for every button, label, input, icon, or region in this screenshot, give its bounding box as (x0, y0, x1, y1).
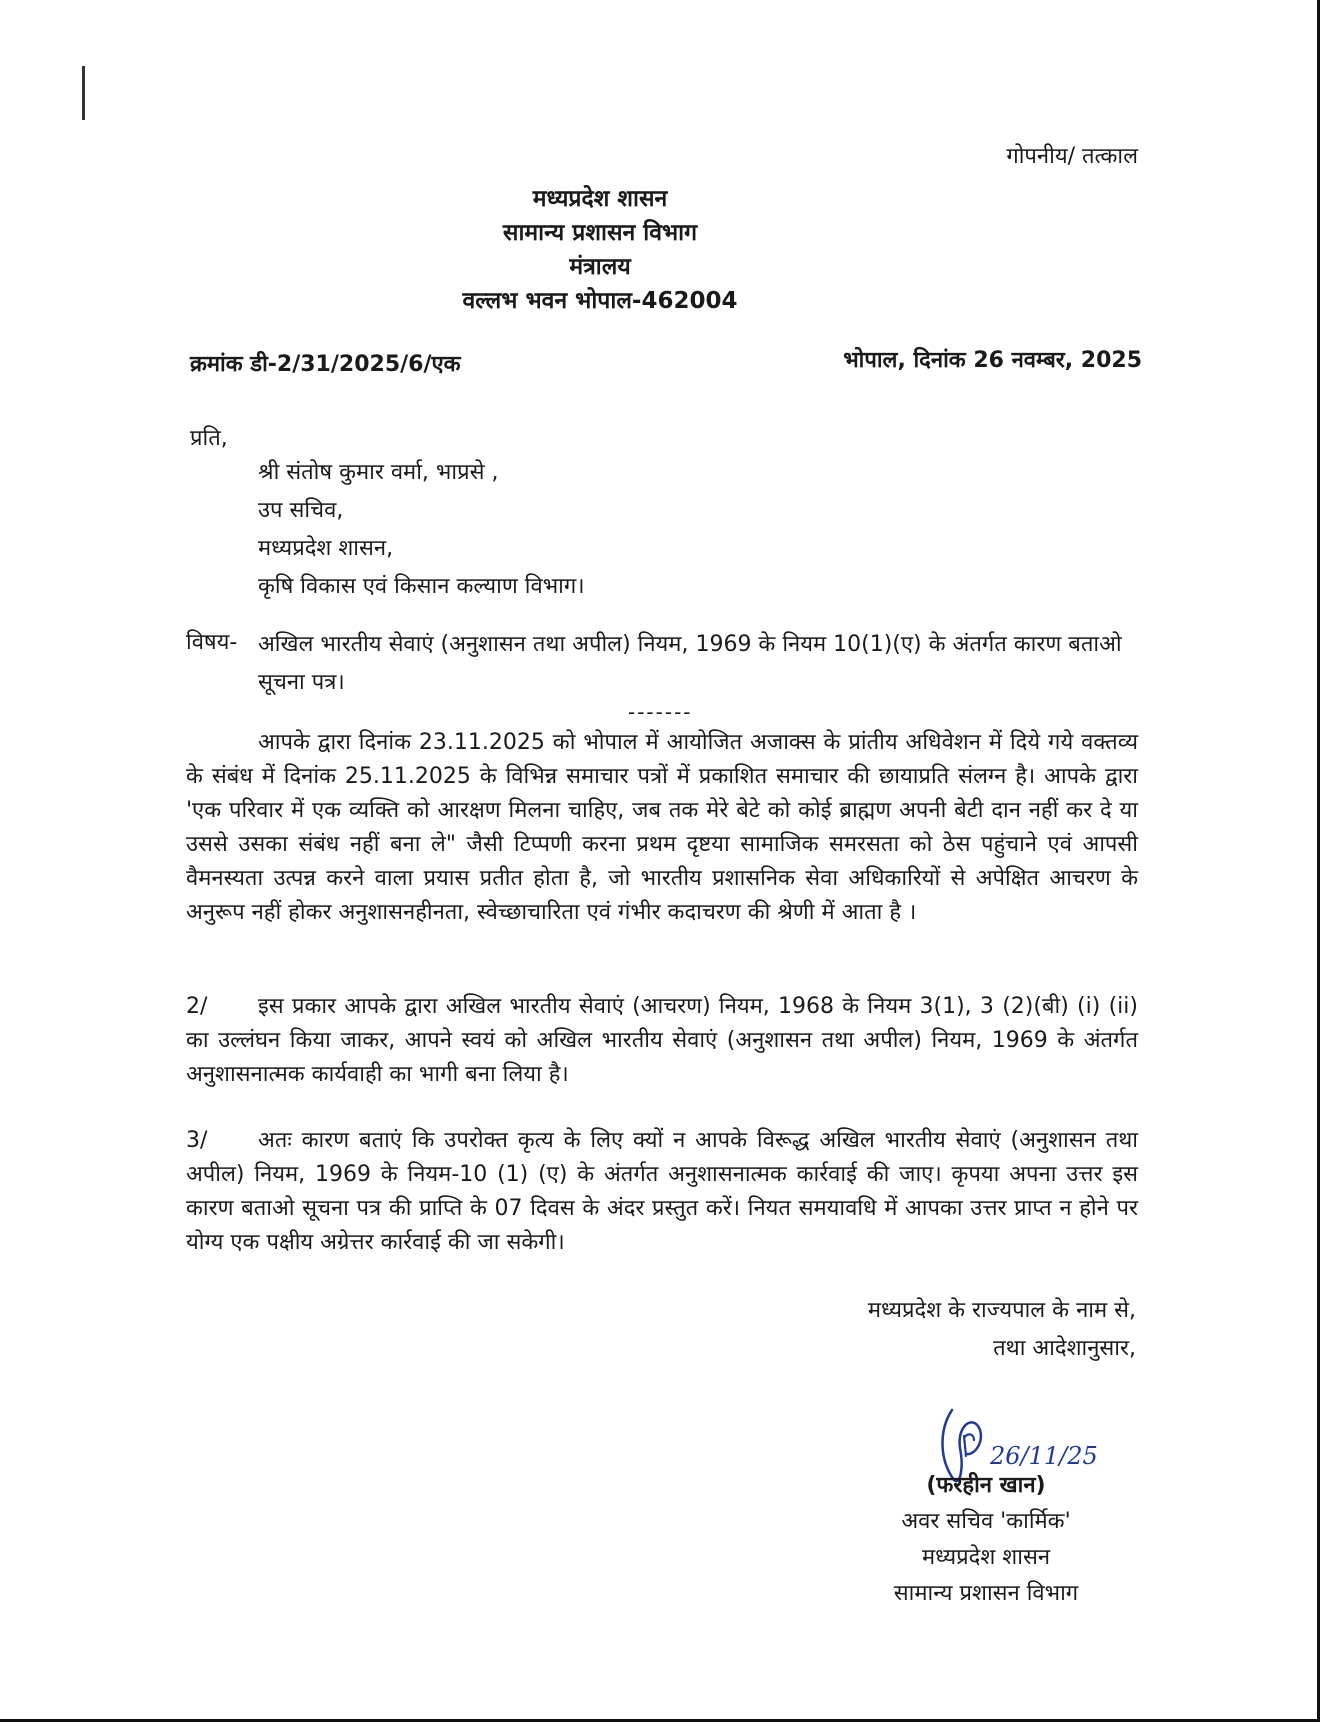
paragraph-2-text: इस प्रकार आपके द्वारा अखिल भारतीय सेवाएं (आचरण) नियम, 1968 के नियम 3(1), 3 (2)(बी) (i) (ii) का उल्लंघन किया जाकर, आपने स्वयं को अखिल भारतीय सेवाएं (अनुशासन तथा अपील) नियम, 1969 के अंतर्गत अनुशासनात्मक कार्यवाही का भागी बना लिया है। (186, 994, 1138, 1087)
paragraph-1: आपके द्वारा दिनांक 23.11.2025 को भोपाल में आयोजित अजाक्स के प्रांतीय अधिवेशन में दिये गये वक्तव्य के संबंध में दिनांक 25.11.2025 के विभिन्न समाचार पत्रों में प्रकाशित समाचार की छायाप्रति संलग्न है। आपके द्वारा 'एक परिवार में एक व्यक्ति को आरक्षण मिलना चाहिए, जब तक मेरे बेटे को कोई ब्राह्मण अपनी बेटी दान नहीं कर दे या उससे उसका संबंध नहीं बना ले" जैसी टिप्पणी करना प्रथम दृष्टया सामाजिक समरसता को ठेस पहुंचाने एवं आपसी वैमनस्यता उत्पन्न करने वाला प्रयास प्रतीत होता है, जो भारतीय प्रशासनिक सेवा अधिकारियों से अपेक्षित आचरण के अनुरूप नहीं होकर अनुशासनहीनता, स्वेच्छाचारिता एवं गंभीर कदाचरण की श्रेणी में आता है । (186, 730, 1138, 925)
to-label: प्रति, (190, 426, 228, 451)
subject-text: अखिल भारतीय सेवाएं (अनुशासन तथा अपील) नियम, 1969 के नियम 10(1)(ए) के अंतर्गत कारण बताओ सूचना पत्र। (258, 632, 1122, 695)
letterhead-department: सामान्य प्रशासन विभाग (502, 220, 698, 246)
paragraph-2 (186, 990, 1138, 1092)
closing-block (868, 1292, 1136, 1368)
addressee-block (258, 454, 585, 606)
signer-government: मध्यप्रदेश शासन (921, 1545, 1051, 1570)
closing-line-2: तथा आदेशानुसार, (993, 1336, 1136, 1361)
closing-line-1: मध्यप्रदेश के राज्यपाल के नाम से, (867, 1298, 1136, 1323)
signer-department: सामान्य प्रशासन विभाग (893, 1581, 1079, 1606)
paragraph-3-text: अतः कारण बताएं कि उपरोक्त कृत्य के लिए क्यों न आपके विरूद्ध अखिल भारतीय सेवाएं (अनुशासन तथा अपील) नियम, 1969 के नियम-10 (1) (ए) के अंतर्गत अनुशासनात्मक कार्रवाई की जाए। कृपया अपना उत्तर इस कारण बताओ सूचना पत्र की प्राप्ति के 07 दिवस के अंदर प्रस्तुत करें। नियत समयावधि में आपका उत्तर प्राप्त न होने पर योग्य एक पक्षीय अग्रेत्तर कार्रवाई की जा सकेगी। (186, 1128, 1138, 1255)
separator: ------- (628, 700, 693, 724)
paragraph-3-number: 3/ (186, 1128, 208, 1153)
margin-mark (82, 66, 85, 120)
signature-date: 26/11/25 (990, 1442, 1098, 1470)
signer-designation: अवर सचिव 'कार्मिक' (901, 1509, 1071, 1534)
addressee-department: कृषि विकास एवं किसान कल्याण विभाग। (258, 574, 585, 599)
addressee-name: श्री संतोष कुमार वर्मा, भाप्रसे , (258, 460, 499, 485)
classification-label: गोपनीय/ तत्काल (1006, 144, 1138, 169)
signer-name: (फरहीन खान) (926, 1473, 1046, 1498)
reference-number: क्रमांक डी-2/31/2025/6/एक (190, 352, 461, 377)
letterhead-government: मध्यप्रदेश शासन (532, 186, 668, 212)
signer-block (836, 1468, 1136, 1612)
letterhead-address: वल्लभ भवन भोपाल-462004 (462, 288, 738, 314)
letterhead (340, 182, 860, 318)
addressee-designation: उप सचिव, (258, 498, 344, 523)
addressee-government: मध्यप्रदेश शासन, (258, 536, 394, 561)
letter-date: भोपाल, दिनांक 26 नवम्बर, 2025 (843, 348, 1142, 373)
paragraph-3 (186, 1124, 1138, 1260)
letterhead-ministry: मंत्रालय (569, 254, 631, 280)
paragraph-2-number: 2/ (186, 994, 208, 1019)
subject-label: विषय- (186, 630, 238, 655)
